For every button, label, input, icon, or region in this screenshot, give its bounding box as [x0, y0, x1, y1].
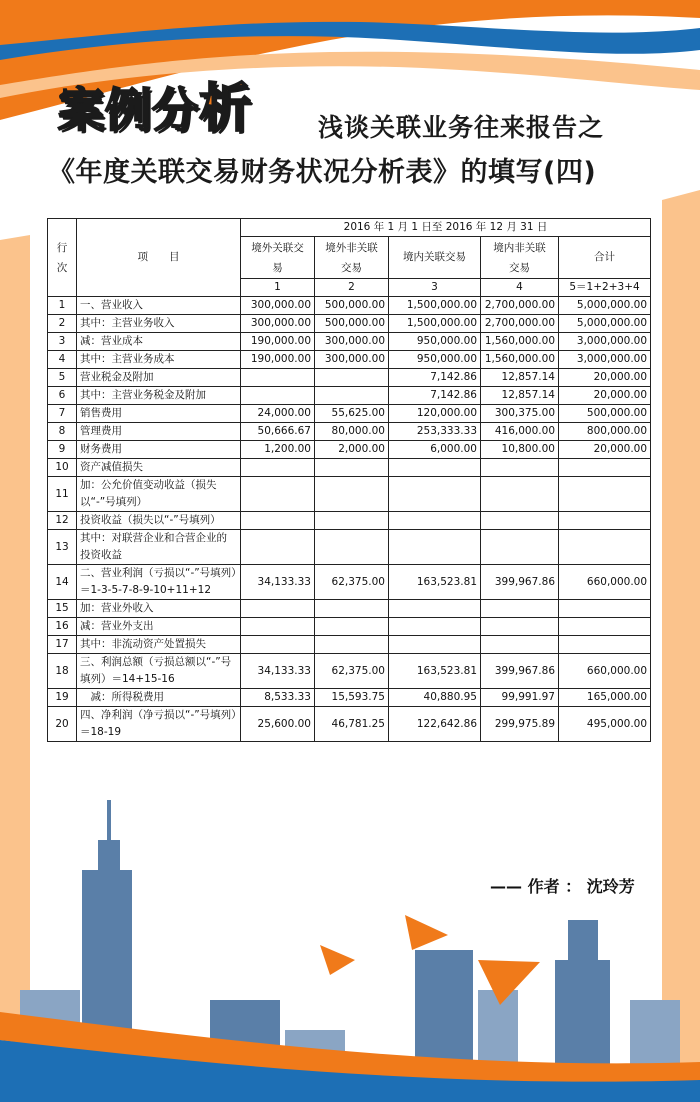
row-value: 40,880.95 [389, 689, 481, 707]
row-value: 120,000.00 [389, 405, 481, 423]
table-row [48, 654, 651, 689]
row-seq: 15 [48, 600, 77, 618]
row-value: 399,967.86 [481, 654, 559, 689]
row-value: 62,375.00 [315, 565, 389, 600]
row-item: 管理费用 [77, 423, 241, 441]
row-value: 34,133.33 [241, 654, 315, 689]
row-value [315, 512, 389, 530]
row-item: 减：营业成本 [77, 333, 241, 351]
table-body [48, 297, 651, 742]
row-item: 其中：主营业务成本 [77, 351, 241, 369]
col-number-2: 2 [315, 279, 389, 297]
brand-title-accent: 析 [199, 79, 253, 139]
orange-pennant-1 [320, 945, 355, 975]
row-value [315, 477, 389, 512]
row-value: 300,000.00 [315, 333, 389, 351]
row-value: 2,000.00 [315, 441, 389, 459]
row-value: 25,600.00 [241, 707, 315, 742]
row-seq: 13 [48, 530, 77, 565]
row-item: 二、营业利润（亏损以“-”号填列）＝1-3-5-7-8-9-10+11+12 [77, 565, 241, 600]
row-value: 500,000.00 [315, 297, 389, 315]
table-row [48, 405, 651, 423]
row-value: 2,700,000.00 [481, 315, 559, 333]
row-value: 1,200.00 [241, 441, 315, 459]
row-value: 253,333.33 [389, 423, 481, 441]
row-value: 300,000.00 [241, 315, 315, 333]
row-seq: 3 [48, 333, 77, 351]
row-value: 34,133.33 [241, 565, 315, 600]
row-value [241, 600, 315, 618]
row-seq: 8 [48, 423, 77, 441]
row-value: 495,000.00 [559, 707, 651, 742]
table-row [48, 618, 651, 636]
row-value: 163,523.81 [389, 565, 481, 600]
row-value: 10,800.00 [481, 441, 559, 459]
table-row [48, 600, 651, 618]
row-value: 5,000,000.00 [559, 315, 651, 333]
row-value [481, 600, 559, 618]
table-row [48, 512, 651, 530]
financial-analysis-table [47, 218, 651, 742]
row-value: 950,000.00 [389, 351, 481, 369]
row-value [559, 636, 651, 654]
row-value [389, 477, 481, 512]
row-seq: 12 [48, 512, 77, 530]
row-value [389, 512, 481, 530]
orange-pennant-2 [405, 915, 448, 950]
table-row [48, 315, 651, 333]
row-seq: 17 [48, 636, 77, 654]
row-seq: 5 [48, 369, 77, 387]
row-value: 190,000.00 [241, 333, 315, 351]
row-value: 80,000.00 [315, 423, 389, 441]
table-row [48, 333, 651, 351]
table-row [48, 423, 651, 441]
row-seq: 20 [48, 707, 77, 742]
table-row [48, 689, 651, 707]
row-seq: 11 [48, 477, 77, 512]
row-item: 一、营业收入 [77, 297, 241, 315]
row-value: 55,625.00 [315, 405, 389, 423]
row-value: 190,000.00 [241, 351, 315, 369]
row-seq: 9 [48, 441, 77, 459]
row-value: 3,000,000.00 [559, 351, 651, 369]
author-credit: —— 作者 ： 沈玲芳 [490, 877, 635, 896]
row-value: 20,000.00 [559, 441, 651, 459]
row-item: 财务费用 [77, 441, 241, 459]
row-value [241, 369, 315, 387]
row-value: 5,000,000.00 [559, 297, 651, 315]
row-value: 800,000.00 [559, 423, 651, 441]
row-value [315, 459, 389, 477]
row-value [315, 600, 389, 618]
row-item: 营业税金及附加 [77, 369, 241, 387]
row-value [389, 618, 481, 636]
row-value [241, 459, 315, 477]
row-value [481, 530, 559, 565]
col-header-2: 境外非关联交易 [315, 237, 389, 279]
col-header-5: 合计 [559, 237, 651, 279]
table-row [48, 707, 651, 742]
row-value [389, 600, 481, 618]
row-value: 660,000.00 [559, 565, 651, 600]
brand-title [58, 66, 252, 141]
period-header: 2016 年 1 月 1 日至 2016 年 12 月 31 日 [241, 219, 651, 237]
row-value [315, 369, 389, 387]
row-value: 299,975.89 [481, 707, 559, 742]
row-item: 其中：对联营企业和合营企业的投资收益 [77, 530, 241, 565]
row-value [559, 459, 651, 477]
col-header-3: 境内关联交易 [389, 237, 481, 279]
row-item: 加：公允价值变动收益（损失以“-”号填列） [77, 477, 241, 512]
table-row [48, 530, 651, 565]
row-value: 6,000.00 [389, 441, 481, 459]
table-row [48, 459, 651, 477]
table-row [48, 441, 651, 459]
row-value [389, 459, 481, 477]
row-item: 其中：主营业务收入 [77, 315, 241, 333]
row-value [481, 459, 559, 477]
row-value: 300,375.00 [481, 405, 559, 423]
row-value: 62,375.00 [315, 654, 389, 689]
row-value: 1,500,000.00 [389, 315, 481, 333]
row-value [315, 387, 389, 405]
row-item: 资产减值损失 [77, 459, 241, 477]
col-number-3: 3 [389, 279, 481, 297]
row-value [559, 477, 651, 512]
row-value [241, 477, 315, 512]
row-value: 300,000.00 [315, 351, 389, 369]
table-row [48, 387, 651, 405]
row-value: 500,000.00 [559, 405, 651, 423]
row-item: 其中：主营业务税金及附加 [77, 387, 241, 405]
row-seq: 10 [48, 459, 77, 477]
col-header-4: 境内非关联交易 [481, 237, 559, 279]
row-value [481, 477, 559, 512]
row-value [315, 636, 389, 654]
row-value [559, 512, 651, 530]
row-value [481, 512, 559, 530]
row-value: 20,000.00 [559, 369, 651, 387]
col-number-5: 5＝1+2+3+4 [559, 279, 651, 297]
row-value: 1,560,000.00 [481, 333, 559, 351]
row-value: 15,593.75 [315, 689, 389, 707]
table-row [48, 351, 651, 369]
col-number-1: 1 [241, 279, 315, 297]
row-value [315, 618, 389, 636]
row-value [241, 530, 315, 565]
row-value: 500,000.00 [315, 315, 389, 333]
row-seq: 19 [48, 689, 77, 707]
table-row [48, 565, 651, 600]
row-value: 12,857.14 [481, 369, 559, 387]
table-row [48, 369, 651, 387]
page-title: 《年度关联交易财务状况分析表》的填写(四) [48, 157, 597, 188]
row-value: 416,000.00 [481, 423, 559, 441]
col-item-header: 项 目 [77, 219, 241, 297]
header-row-period [48, 219, 651, 237]
row-value [241, 387, 315, 405]
right-peach-band [662, 190, 700, 1102]
row-value: 7,142.86 [389, 387, 481, 405]
row-value: 99,991.97 [481, 689, 559, 707]
row-value [559, 618, 651, 636]
row-value: 165,000.00 [559, 689, 651, 707]
row-seq: 4 [48, 351, 77, 369]
row-seq: 2 [48, 315, 77, 333]
row-item: 四、净利润（净亏损以“-”号填列）＝18-19 [77, 707, 241, 742]
row-value: 399,967.86 [481, 565, 559, 600]
row-value [315, 530, 389, 565]
row-item: 加：营业外收入 [77, 600, 241, 618]
row-value [481, 636, 559, 654]
row-seq: 7 [48, 405, 77, 423]
table-row [48, 477, 651, 512]
row-value: 46,781.25 [315, 707, 389, 742]
row-value [559, 600, 651, 618]
row-value: 122,642.86 [389, 707, 481, 742]
row-value: 2,700,000.00 [481, 297, 559, 315]
col-number-4: 4 [481, 279, 559, 297]
row-value: 8,533.33 [241, 689, 315, 707]
row-value [241, 636, 315, 654]
row-value [241, 618, 315, 636]
table-row [48, 297, 651, 315]
row-seq: 6 [48, 387, 77, 405]
row-value: 50,666.67 [241, 423, 315, 441]
row-seq: 16 [48, 618, 77, 636]
row-value: 20,000.00 [559, 387, 651, 405]
row-value [241, 512, 315, 530]
row-seq: 18 [48, 654, 77, 689]
row-value: 660,000.00 [559, 654, 651, 689]
row-item: 其中：非流动资产处置损失 [77, 636, 241, 654]
row-value [481, 618, 559, 636]
left-peach-band [0, 235, 30, 1102]
row-value: 12,857.14 [481, 387, 559, 405]
row-value: 950,000.00 [389, 333, 481, 351]
col-header-1: 境外关联交易 [241, 237, 315, 279]
row-item: 销售费用 [77, 405, 241, 423]
row-item: 减：营业外支出 [77, 618, 241, 636]
table-row [48, 636, 651, 654]
row-item: 减：所得税费用 [77, 689, 241, 707]
row-item: 三、利润总额（亏损总额以“-”号填列）＝14+15-16 [77, 654, 241, 689]
row-value [389, 636, 481, 654]
row-value: 163,523.81 [389, 654, 481, 689]
row-value [559, 530, 651, 565]
row-value: 1,500,000.00 [389, 297, 481, 315]
page-subtitle: 浅谈关联业务往来报告之 [318, 113, 605, 142]
row-value: 300,000.00 [241, 297, 315, 315]
row-value: 1,560,000.00 [481, 351, 559, 369]
row-value: 7,142.86 [389, 369, 481, 387]
row-value: 24,000.00 [241, 405, 315, 423]
row-seq: 1 [48, 297, 77, 315]
row-value [389, 530, 481, 565]
brand-title-main: 案例分 [58, 83, 199, 137]
col-seq-header: 行次 [48, 219, 77, 297]
row-value: 3,000,000.00 [559, 333, 651, 351]
row-item: 投资收益（损失以“-”号填列） [77, 512, 241, 530]
row-seq: 14 [48, 565, 77, 600]
